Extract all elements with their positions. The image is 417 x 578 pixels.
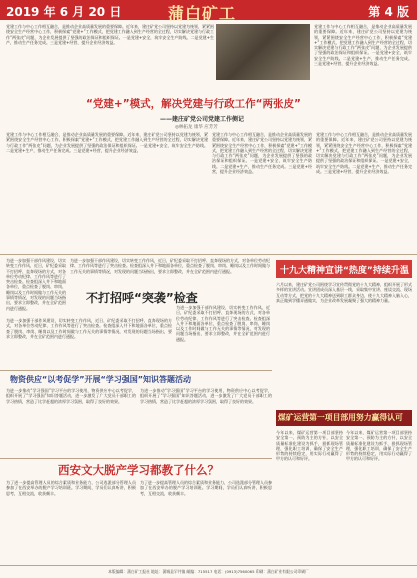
party-subtitle: ——建庄矿党公司党建工作侧记 [160, 116, 245, 123]
xian-body-b: 为了进一步提高管理人员的综合素质和业务能力，公司选派部分管理人员参加了在西安举办的脱产学习培训班。学习期间，学员们认真听讲，积极思考，互相交流，收获颇丰。 [140, 480, 272, 496]
party-headline: “党建+”模式，解决党建与行政工作“两张皮” [86, 98, 301, 110]
safety-headline: 十九大精神宣讲“热度”持续升温 [280, 266, 409, 276]
article-body-1: 党建工作与中心工作相互融合，是推动企业高质量发展的重要保障。近年来，建庄矿党公司坚持以党建为统领，紧紧围绕安全生产经营中心工作，积极探索“党建+”工作模式，把党建工作融入到生产经营的全过程，切实解决党建与行政工作“两张皮”问题，为企业发展提供了坚强的政治保证和组织保证。一是党建+安全，筑牢安全生产防线。二是党建+生产，推动生产任务完成。三是党建+经营，提升企业经济效益。 [6, 24, 214, 45]
section-divider-3 [0, 458, 272, 459]
discipline-body-c: 为进一步加强干部作风建设，切实转变工作作风，近日，矿纪委采取不打招呼、直奔现场的方式，对各单位劳动纪律、工作作风等进行了突击检查。检查组深入井下和地面各单位，重点检查了脱岗、串岗、睡岗以及工作时间做与工作无关的事情等情况，对发现的问题当场指出，要求立即整改，并在全矿范围内进行通报。 [176, 305, 270, 342]
discipline-body: 为进一步加强干部作风建设，切实转变工作作风，近日，矿纪委采取不打招呼、直奔现场的方式，对各单位劳动纪律、工作作风等进行了突击检查。检查组深入井下和地面各单位，重点检查了脱岗、串岗、睡岗以及工作时间做与工作无关的事情等情况，对发现的问题当场指出，要求立即整改，并在全矿范围内进行通报。 [6, 258, 66, 311]
article-body-2c: 党建工作与中心工作相互融合，是推动企业高质量发展的重要保障。近年来，建庄矿党公司坚持以党建为统领，紧紧围绕安全生产经营中心工作，积极探索“党建+”工作模式，把党建工作融入到生产经营的全过程，切实解决党建与行政工作“两张皮”问题，为企业发展提供了坚强的政治保证和组织保证。一是党建+安全，筑牢安全生产防线。二是党建+生产，推动生产任务完成。三是党建+经营，提升企业经济效益。 [316, 132, 412, 175]
section-divider [0, 254, 417, 255]
xian-headline: 西安文大脱产学习都教了什么？ [58, 463, 219, 477]
page-footer: 本版编辑：蒲白矿工报社 地址：蒲城县罕井镇 邮编：715517 电话：(0913)7560065 印刷：蒲白矿业有限公司印刷厂 [0, 565, 417, 578]
article-body-1b: 党建工作与中心工作相互融合，是推动企业高质量发展的重要保障。近年来，建庄矿党公司坚持以党建为统领，紧紧围绕安全生产经营中心工作，积极探索“党建+”工作模式，把党建工作融入到生产经营的全过程，切实解决党建与行政工作“两张皮”问题，为企业发展提供了坚强的政治保证和组织保证。一是党建+安全，筑牢安全生产防线。二是党建+生产，推动生产任务完成。三是党建+经营，提升企业经济效益。 [314, 24, 412, 67]
issue-date: 2019 年 6 月 20 日 [6, 5, 122, 19]
article-body-2: 党建工作与中心工作相互融合，是推动企业高质量发展的重要保障。近年来，建庄矿党公司坚持以党建为统领，紧紧围绕安全生产经营中心工作，积极探索“党建+”工作模式，把党建工作融入到生产经营的全过程，切实解决党建与行政工作“两张皮”问题，为企业发展提供了坚强的政治保证和组织保证。一是党建+安全，筑牢安全生产防线。二是党建+生产，推动生产任务完成。三是党建+经营，提升企业经济效益。 [6, 132, 208, 153]
coal-body-b: 今年以来，煤矿运营第一项目部坚持安全第一、预防为主的方针，以安全质量标准化建设为抓手，狠抓现场管理，强化职工培训，确保了安全生产形势的持续稳定，用实际行动赢得了甲方的认可和好评。 [346, 430, 412, 462]
page-header [0, 0, 417, 23]
coal-body: 今年以来，煤矿运营第一项目部坚持安全第一、预防为主的方针，以安全质量标准化建设为抓手，狠抓现场管理，强化职工培训，确保了安全生产形势的持续稳定，用实际行动赢得了甲方的认可和好评。 [276, 430, 343, 462]
safety-body: 六月以来，建庄矿党公司围绕学习宣传贯彻党的十九大精神，组织开展了形式多样的宣讲活动。宣讲团成员深入基层一线，采取集中宣讲、座谈交流、现场互动等方式，把党的十九大精神送到职工群众身边，使十九大精神入脑入心，真正做到学懂弄通做实，为企业改革发展凝聚了强大的精神力量。 [276, 282, 412, 303]
section-divider-2 [0, 370, 272, 371]
page-number: 第 4 版 [368, 5, 409, 19]
article-body-2b: 党建工作与中心工作相互融合，是推动企业高质量发展的重要保障。近年来，建庄矿党公司坚持以党建为统领，紧紧围绕安全生产经营中心工作，积极探索“党建+”工作模式，把党建工作融入到生产经营的全过程，切实解决党建与行政工作“两张皮”问题，为企业发展提供了坚强的政治保证和组织保证。一是党建+安全，筑牢安全生产防线。二是党建+生产，推动生产任务完成。三是党建+经营，提升企业经济效益。 [212, 132, 312, 175]
xian-body: 为了进一步提高管理人员的综合素质和业务能力，公司选派部分管理人员参加了在西安举办的脱产学习培训班。学习期间，学员们认真听讲，积极思考，互相交流，收获颇丰。 [6, 480, 136, 496]
discipline-body-d: 为进一步加强干部作风建设，切实转变工作作风，近日，矿纪委采取不打招呼、直奔现场的方式，对各单位劳动纪律、工作作风等进行了突击检查。检查组深入井下和地面各单位，重点检查了脱岗、串岗、睡岗以及工作时间做与工作无关的事情等情况，对发现的问题当场指出，要求立即整改，并在全矿范围内进行通报。 [6, 318, 172, 339]
coal-headline: 煤矿运营第一项目部用努力赢得认可 [278, 413, 403, 422]
discipline-headline: 不打招呼“突袭”检查 [86, 291, 198, 305]
material-headline: 物资供应“以考促学”开展“学习强国”知识答题活动 [10, 375, 192, 384]
discipline-body-b: 为进一步加强干部作风建设，切实转变工作作风，近日，矿纪委采取不打招呼、直奔现场的方式，对各单位劳动纪律、工作作风等进行了突击检查。检查组深入井下和地面各单位，重点检查了脱岗、串岗、睡岗以及工作时间做与工作无关的事情等情况，对发现的问题当场指出，要求立即整改，并在全矿范围内进行通报。 [70, 258, 270, 274]
material-body: 为进一步推动“学习强国”学习平台的学习使用，物资供应中心以考促学，组织开展了“学习强国”知识答题活动，进一步激发了广大党员干部职工的学习热情，营造了比学赶超的浓厚学习氛围，取得了良好的效果。 [6, 388, 136, 404]
article-photo [216, 24, 310, 80]
material-body-b: 为进一步推动“学习强国”学习平台的学习使用，物资供应中心以考促学，组织开展了“学习强国”知识答题活动，进一步激发了广大党员干部职工的学习热情，营造了比学赶超的浓厚学习氛围，取得了良好的效果。 [140, 388, 272, 404]
masthead: 蒲白矿工 [168, 4, 237, 23]
party-author: ◎林拓龙 康华 应芳芳 [175, 125, 218, 130]
